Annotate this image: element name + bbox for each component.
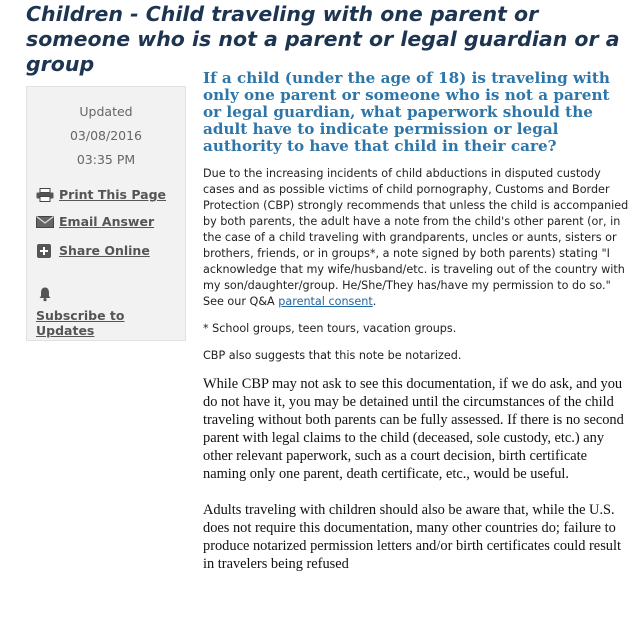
answer-paragraph-5: Adults traveling with children should also be aware that, while the U.S. does not require this documentation, many other countries do; failure to produce notarized permission letters and/or birth certificates could result in travelers being refused [203,502,621,572]
answer-paragraph-1-text: Due to the increasing incidents of child abductions in disputed custody cases and as possible victims of child pornography, Customs and Border Protection (CBP) strongly recommends that unless the child is accompanied by both parents, the adult have a note from the child's other parent (or, in the case of a child traveling with grandparents, uncles or aunts, sisters or brothers, friends, or in groups*, a note signed by both parents) stating "I acknowledge that my wife/husband/etc. is traveling out of the country with my son/daughter/group. He/She/They has/have my permission to do so." See our Q&A [203,167,629,308]
print-page-label: Print This Page [59,187,167,202]
answer-paragraph-1-end: . [372,295,377,308]
share-online-label: Share Online [59,243,150,258]
groups-footnote: * School groups, teen tours, vacation groups. [203,322,457,335]
answer-paragraph-4: While CBP may not ask to see this documentation, if we do ask, and you do not have it, you may be detained until the circumstances of the child traveling without both parents can be fully assessed. If there is no second parent with legal claims to the child (deceased, sole custody, etc.) any other relevant paperwork, such as a court decision, birth certificate naming only one parent, death certificate, etc., would be useful. [203,376,624,482]
updated-value: 03/08/2016 03:35 PM [69,128,143,167]
share-online-link[interactable] [36,243,150,258]
page-title: Children - Child traveling with one parent or someone who is not a parent or legal guardian or a group [26,2,620,76]
share-plus-icon [36,244,54,258]
updated-info [27,100,185,172]
answer-paragraph-1 [203,166,631,310]
notarized-note: CBP also suggests that this note be notarized. [203,349,462,362]
answer-content [203,70,631,591]
email-answer-label: Email Answer [59,214,155,229]
subscribe-link[interactable]: Subscribe to Updates [36,308,125,338]
sidebar-panel [26,86,186,341]
bell-icon [37,286,53,302]
parental-consent-link[interactable]: parental consent [278,295,373,308]
email-answer-link[interactable] [36,214,154,229]
updated-label: Updated [79,104,133,119]
question-heading: If a child (under the age of 18) is traveling with only one parent or someone who is not a parent or legal guardian, what paperwork should the adult have to indicate permission or legal authority to have that child in their care? [203,69,610,155]
printer-icon [36,188,54,202]
print-page-link[interactable] [36,187,166,202]
envelope-icon [36,215,54,229]
